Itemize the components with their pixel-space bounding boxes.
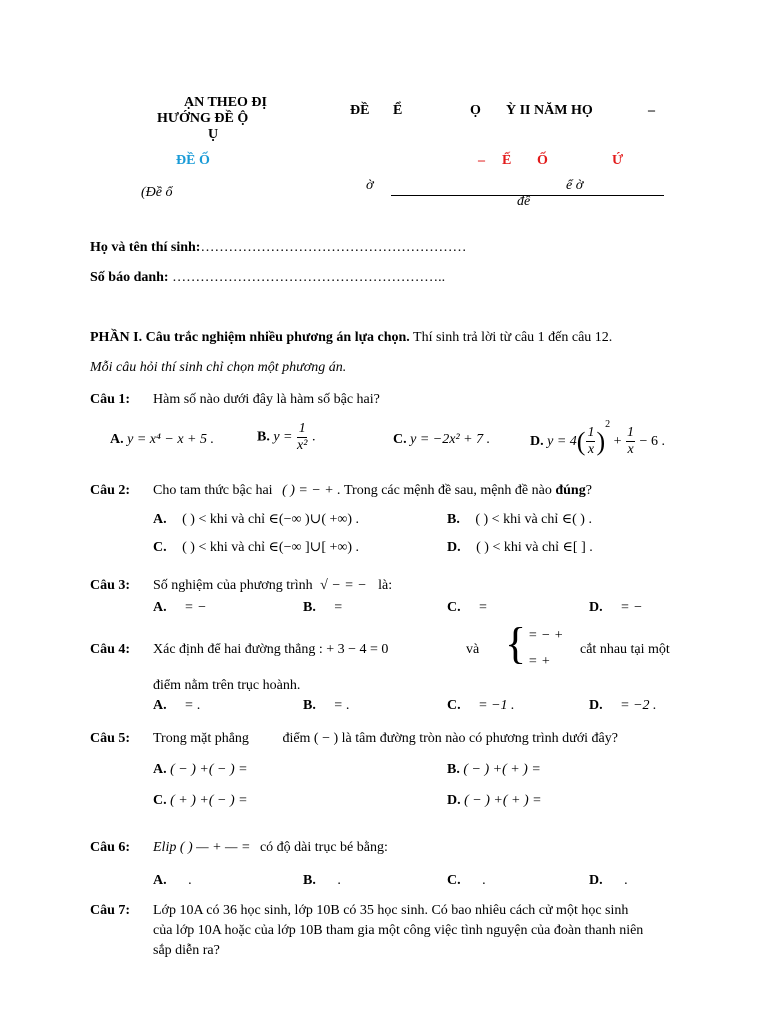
option-a-label: A.	[153, 762, 167, 777]
option-c-label: C.	[153, 793, 167, 808]
q3-option-a	[153, 600, 207, 616]
q3-option-c	[447, 600, 488, 616]
subject-part-4: Ứ	[612, 153, 624, 168]
q6-option-a	[153, 873, 192, 889]
q1-d-denominator-2: x	[627, 442, 634, 458]
q5-text-mid: điểm ( − )	[282, 731, 339, 746]
option-c-label: C.	[393, 432, 407, 447]
q2-a-condition: ( ) < khi và chỉ ∈(−∞ )∪( +∞) .	[182, 512, 360, 527]
q2-option-b	[447, 511, 592, 528]
q3-text-pre: Số nghiệm của phương trình	[153, 578, 313, 593]
q1-option-a	[110, 432, 214, 448]
q5-a-equation: ( − ) +( − ) =	[170, 762, 248, 777]
q1-a-expression: y = x⁴ − x + 5 .	[127, 432, 214, 447]
candidate-name-dots: …………………………………………………	[200, 240, 467, 255]
q2-option-d	[447, 539, 593, 556]
q1-d-lhs: y = 4	[547, 433, 577, 449]
q1-d-plus: +	[613, 433, 622, 449]
q1-d-fraction-2	[626, 426, 635, 457]
time-label: ờ	[366, 178, 374, 193]
q2-option-c	[153, 539, 359, 556]
subject-part-1: –	[478, 153, 485, 168]
option-c-label: C.	[447, 600, 461, 615]
q1-d-denominator: x	[587, 442, 595, 458]
q6-label: Câu 6:	[90, 840, 131, 855]
exam-title-part-4: Ỳ II NĂM HỌ	[506, 103, 593, 118]
exam-title-part-5: –	[648, 103, 655, 118]
subject-part-2: Ế	[502, 153, 512, 168]
q1-option-b	[257, 422, 315, 453]
option-d-label: D.	[447, 793, 461, 808]
exam-title-part-3: Ọ	[470, 103, 481, 118]
q4-option-d	[589, 698, 657, 714]
option-c-label: C.	[153, 540, 167, 555]
q1-d-numerator-2: 1	[627, 425, 635, 441]
option-a-label: A.	[153, 698, 167, 713]
option-b-label: B.	[447, 762, 460, 777]
q6-option-c	[447, 873, 486, 889]
q1-c-expression: y = −2x² + 7 .	[410, 432, 491, 447]
q5-d-equation: ( − ) +( + ) =	[464, 793, 542, 808]
option-a-label: A.	[153, 873, 167, 888]
exam-title-part-1: ĐỀ	[350, 103, 370, 118]
q4-option-b	[303, 698, 350, 714]
q6-a-value: .	[188, 873, 192, 888]
q5-text-post: là tâm đường tròn nào có phương trình dưới đây?	[341, 731, 618, 746]
q1-option-d	[530, 420, 665, 457]
q5-label: Câu 5:	[90, 731, 131, 746]
q4-text-continued: điểm nằm trên trục hoành.	[153, 678, 301, 693]
part1-heading-bold: PHẦN I. Câu trắc nghiệm nhiều phương án lựa chọn.	[90, 330, 410, 345]
q6-c-value: .	[482, 873, 486, 888]
q4-text-post: cắt nhau tại một	[580, 642, 670, 657]
q5-b-equation: ( − ) +( + ) =	[463, 762, 541, 777]
part1-instruction: Mỗi câu hỏi thí sinh chỉ chọn một phương án.	[90, 360, 347, 375]
option-d-label: D.	[447, 540, 461, 555]
q2-text-expression: ( ) = − + .	[282, 483, 341, 498]
q2-text-pre: Cho tam thức bậc hai	[153, 483, 273, 498]
q1-b-numerator: 1	[298, 421, 306, 436]
option-d-label: D.	[530, 433, 544, 449]
q3-d-value: = −	[620, 600, 643, 615]
q6-option-d	[589, 873, 628, 889]
q1-d-numerator: 1	[587, 425, 595, 441]
school-line-2: HƯỚNG ĐỀ Ộ	[157, 111, 249, 126]
option-d-label: D.	[589, 698, 603, 713]
q3-a-value: = −	[184, 600, 207, 615]
q6-b-value: .	[337, 873, 341, 888]
q7-line-1: Lớp 10A có 36 học sinh, lớp 10B có 35 học sinh. Có bao nhiêu cách cử một học sinh	[153, 903, 629, 918]
option-c-label: C.	[447, 873, 461, 888]
q5-text	[153, 731, 618, 747]
q4-c-value: = −1 .	[478, 698, 515, 713]
q5-text-pre: Trong mặt phẳng	[153, 731, 249, 746]
part1-heading-rest: Thí sinh trả lời từ câu 1 đến câu 12.	[413, 330, 613, 345]
q6-text-post: có độ dài trục bé bằng:	[259, 840, 388, 855]
q1-d-tail: − 6 .	[639, 433, 665, 449]
q4-label: Câu 4:	[90, 642, 131, 657]
exam-title-part-2: Ể	[393, 103, 403, 118]
q1-b-lhs: y =	[273, 429, 293, 445]
q1-text: Hàm số nào dưới đây là hàm số bậc hai?	[153, 392, 380, 407]
option-b-label: B.	[303, 600, 316, 615]
q2-c-condition: ( ) < khi và chỉ ∈(−∞ ]∪[ +∞) .	[182, 540, 360, 555]
q3-c-value: =	[478, 600, 488, 615]
q5-option-a	[153, 762, 248, 778]
exam-code-left: ĐỀ Ố	[176, 153, 210, 168]
q4-option-c	[447, 698, 515, 714]
q1-d-exponent: 2	[605, 419, 611, 430]
page-count-note: (Đề ổ	[141, 185, 173, 200]
q2-text-bold: đúng	[555, 483, 586, 498]
q5-c-equation: ( + ) +( − ) =	[170, 793, 248, 808]
q1-d-fraction	[586, 426, 595, 457]
candidate-name-label: Họ và tên thí sinh:	[90, 240, 201, 255]
q4-a-value: = .	[184, 698, 201, 713]
q2-d-condition: ( ) < khi và chỉ ∈[ ] .	[476, 540, 593, 555]
q5-option-b	[447, 762, 541, 778]
q2-text	[153, 483, 592, 499]
q1-b-fraction	[297, 422, 307, 453]
time-note: ể ờ	[566, 178, 584, 193]
q7-label: Câu 7:	[90, 903, 131, 918]
option-a-label: A.	[153, 512, 167, 527]
q6-text	[153, 840, 388, 856]
q7-line-2: của lớp 10A hoặc của lớp 10B tham gia một công việc tình nguyện của đoàn thanh niên	[153, 923, 644, 938]
option-a-label: A.	[153, 600, 167, 615]
part1-heading	[90, 330, 612, 346]
q3-b-value: =	[333, 600, 343, 615]
q5-option-c	[153, 793, 248, 809]
q2-label: Câu 2:	[90, 483, 131, 498]
option-c-label: C.	[447, 698, 461, 713]
q6-d-value: .	[624, 873, 628, 888]
option-d-label: D.	[589, 600, 603, 615]
q1-option-c	[393, 432, 490, 448]
q2-text-post: Trong các mệnh đề sau, mệnh đề nào	[343, 483, 552, 498]
option-b-label: B.	[303, 698, 316, 713]
q4-option-a	[153, 698, 201, 714]
system-brace: {	[505, 619, 527, 668]
school-line-3: Ụ	[208, 127, 219, 142]
candidate-name-row	[90, 240, 466, 256]
q4-text-pre: Xác định để hai đường thẳng : + 3 − 4 = 0	[153, 642, 389, 657]
q2-b-condition: ( ) < khi và chỉ ∈( ) .	[475, 512, 592, 527]
q4-system-line-1: = − +	[528, 628, 564, 643]
option-d-label: D.	[589, 873, 603, 888]
q5-option-d	[447, 793, 542, 809]
q4-system-line-2: = +	[528, 654, 551, 669]
q6-option-b	[303, 873, 341, 889]
option-b-label: B.	[257, 429, 270, 445]
q7-line-3: sắp diễn ra?	[153, 943, 220, 958]
q2-text-end: ?	[585, 483, 592, 498]
q2-option-a	[153, 511, 359, 528]
q4-b-value: = .	[333, 698, 350, 713]
candidate-id-dots: …………………………………………………..	[172, 270, 446, 285]
q3-option-b	[303, 600, 343, 616]
q3-text	[153, 578, 392, 594]
below-divider-text: đề	[517, 194, 531, 209]
q1-b-period: .	[311, 429, 316, 445]
q4-d-value: = −2 .	[620, 698, 657, 713]
q3-option-d	[589, 600, 643, 616]
q1-d-open-paren: (	[576, 426, 586, 456]
candidate-id-row	[90, 270, 445, 286]
q3-equation: √ − = −	[320, 578, 367, 593]
q1-b-denominator: x²	[297, 438, 308, 453]
q1-d-close-paren: )	[596, 426, 606, 456]
q3-text-post: là:	[378, 578, 393, 593]
school-line-1: ẠN THEO ĐỊ	[184, 95, 267, 110]
q3-label: Câu 3:	[90, 578, 131, 593]
candidate-id-label: Số báo danh:	[90, 270, 169, 285]
q4-text-and: và	[466, 642, 480, 657]
option-b-label: B.	[303, 873, 316, 888]
subject-part-3: Ố	[537, 153, 548, 168]
q6-ellipse-equation: Elip ( ) — + — =	[153, 840, 251, 855]
option-a-label: A.	[110, 432, 124, 447]
q1-label: Câu 1:	[90, 392, 131, 407]
option-b-label: B.	[447, 512, 460, 527]
